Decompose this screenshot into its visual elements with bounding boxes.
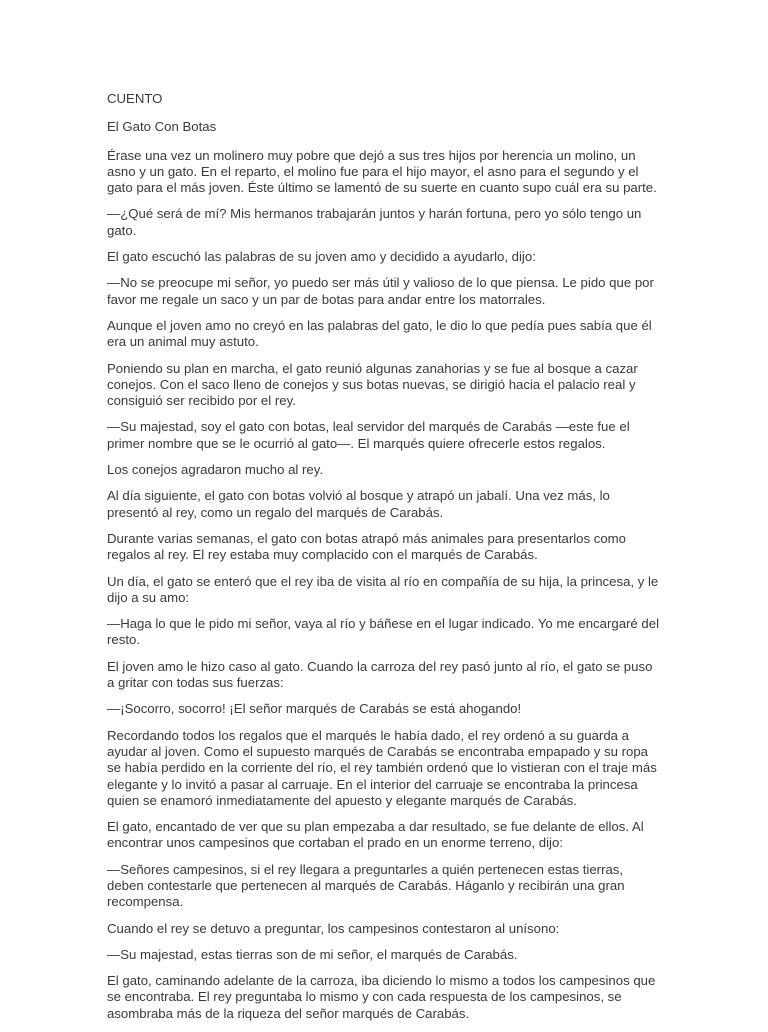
paragraph: Durante varias semanas, el gato con botas atrapó más animales para presentarlos como regalos al rey. El rey estaba muy complacido con el marqués de Carabás.	[107, 530, 626, 563]
paragraph: El gato, caminando adelante de la carroza, iba diciendo lo mismo a todos los campesinos que se encontraba. El rey preguntaba lo mismo y con cada respuesta de los campesinos, se asombraba más de la riqueza del señor marqués de Carabás.	[107, 973, 656, 1021]
paragraph: Los conejos agradaron mucho al rey.	[107, 462, 324, 478]
document-label: CUENTO	[107, 91, 163, 106]
paragraph: Al día siguiente, el gato con botas volvió al bosque y atrapó un jabalí. Una vez más, lo presentó al rey, como un regalo del marqués de Carabás.	[107, 488, 610, 520]
paragraph: El gato, encantado de ver que su plan empezaba a dar resultado, se fue delante de ellos. Al encontrar unos campesinos que cortaban el prado en un enorme terreno, dijo:	[107, 819, 644, 851]
paragraph: —Su majestad, soy el gato con botas, leal servidor del marqués de Carabás —este fue el primer nombre que se le ocurrió al gato—. El marqués quiere ofrecerle estos regalos.	[107, 419, 630, 451]
paragraph: —Su majestad, estas tierras son de mi señor, el marqués de Carabás.	[107, 946, 518, 962]
paragraph: Érase una vez un molinero muy pobre que dejó a sus tres hijos por herencia un molino, un asno y un gato. En el reparto, el molino fue para el hijo mayor, el asno para el segundo y el gato para el más joven. Éste último se lamentó de su suerte en cuanto supo cuál era su parte.	[107, 147, 657, 196]
paragraph: El joven amo le hizo caso al gato. Cuando la carroza del rey pasó junto al río, el gato se puso a gritar con todas sus fuerzas:	[107, 658, 653, 691]
document-page	[107, 91, 663, 1032]
paragraph: Recordando todos los regalos que el marqués le había dado, el rey ordenó a su guarda a ayudar al joven. Como el supuesto marqués de Carabás se encontraba empapado y su ropa se había perdido en la corriente del río, el rey también ordenó que lo vistieran con el traje más elegante y lo invitó a pasar al carruaje. En el interior del carruaje se encontraba la princesa quien se enamoró inmediatamente del apuesto y elegante marqués de Carabás.	[107, 727, 657, 808]
paragraph: Un día, el gato se enteró que el rey iba de visita al río en compañía de su hija, la princesa, y le dijo a su amo:	[107, 573, 659, 605]
paragraph: —Haga lo que le pido mi señor, vaya al río y báñese en el lugar indicado. Yo me encargaré del resto.	[107, 616, 660, 648]
paragraph: —Señores campesinos, si el rey llegara a preguntarles a quién pertenecen estas tierras, deben contestarle que pertenecen al marqués de Carabás. Háganlo y recibirán una gran recompensa.	[107, 861, 625, 910]
paragraph: —¡Socorro, socorro! ¡El señor marqués de Carabás se está ahogando!	[107, 701, 522, 717]
paragraph: Aunque el joven amo no creyó en las palabras del gato, le dio lo que pedía pues sabía que él era un animal muy astuto.	[107, 317, 652, 350]
document-title: El Gato Con Botas	[107, 119, 217, 135]
paragraph: El gato escuchó las palabras de su joven amo y decidido a ayudarlo, dijo:	[107, 249, 536, 265]
paragraph: Cuando el rey se detuvo a preguntar, los campesinos contestaron al unísono:	[107, 920, 560, 936]
paragraph: Poniendo su plan en marcha, el gato reunió algunas zanahorias y se fue al bosque a cazar conejos. Con el saco lleno de conejos y sus botas nuevas, se dirigió hacia el palacio real y consiguió ser recibido por el rey.	[107, 360, 638, 409]
paragraph: —¿Qué será de mí? Mis hermanos trabajarán juntos y harán fortuna, pero yo sólo tengo un gato.	[107, 206, 642, 238]
paragraph: —No se preocupe mi señor, yo puedo ser más útil y valioso de lo que piensa. Le pido que por favor me regale un saco y un par de botas para andar entre los matorrales.	[107, 275, 654, 307]
